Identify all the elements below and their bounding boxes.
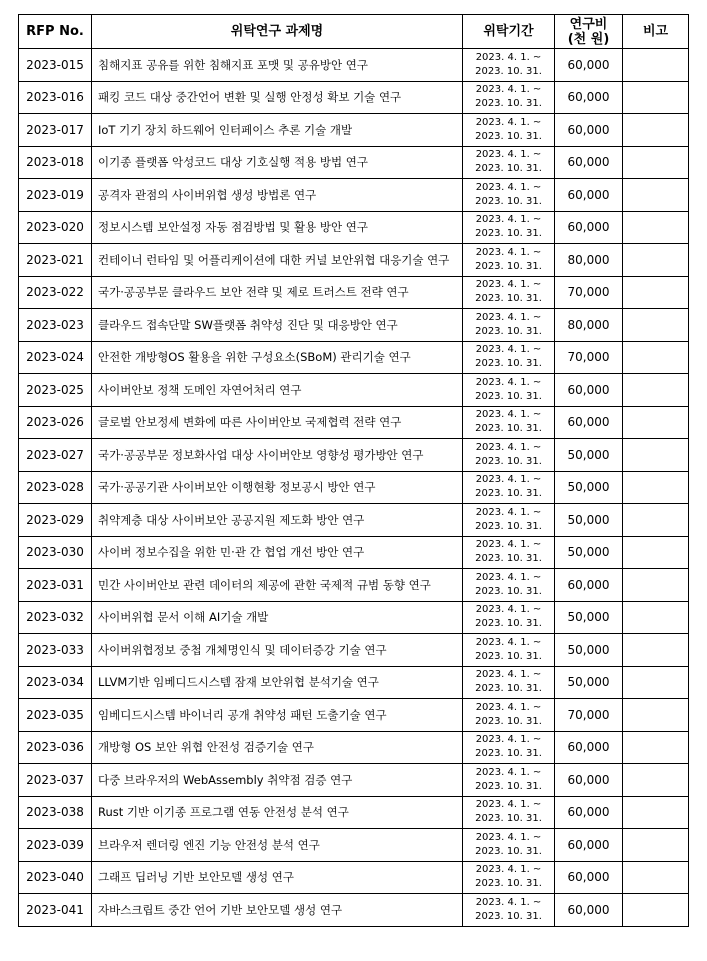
period-cell bbox=[463, 829, 555, 862]
note-cell bbox=[623, 49, 689, 82]
period-end: 2023. 10. 31. bbox=[475, 358, 542, 370]
table-row bbox=[19, 374, 689, 407]
table-row bbox=[19, 179, 689, 212]
budget-cell: 60,000 bbox=[555, 374, 623, 407]
note-cell bbox=[623, 276, 689, 309]
period-start: 2023. 4. 1. ~ bbox=[475, 149, 542, 161]
table-row bbox=[19, 861, 689, 894]
table-row bbox=[19, 569, 689, 602]
rfp-number-cell: 2023-020 bbox=[19, 211, 92, 244]
project-title-cell: 자바스크립트 중간 언어 기반 보안모델 생성 연구 bbox=[92, 894, 463, 927]
table-row bbox=[19, 536, 689, 569]
budget-cell: 60,000 bbox=[555, 894, 623, 927]
period-start: 2023. 4. 1. ~ bbox=[475, 84, 542, 96]
budget-cell: 60,000 bbox=[555, 211, 623, 244]
period-start: 2023. 4. 1. ~ bbox=[475, 766, 542, 778]
table-row bbox=[19, 731, 689, 764]
table-row bbox=[19, 406, 689, 439]
project-title-cell: 취약계층 대상 사이버보안 공공지원 제도화 방안 연구 bbox=[92, 504, 463, 537]
table-row bbox=[19, 666, 689, 699]
project-title-cell: Rust 기반 이기종 프로그램 연동 안전성 분석 연구 bbox=[92, 796, 463, 829]
period-cell bbox=[463, 666, 555, 699]
period-start: 2023. 4. 1. ~ bbox=[475, 799, 542, 811]
note-cell bbox=[623, 536, 689, 569]
budget-cell: 60,000 bbox=[555, 796, 623, 829]
project-title-cell: 패킹 코드 대상 중간언어 변환 및 실행 안정성 확보 기술 연구 bbox=[92, 81, 463, 114]
period-start: 2023. 4. 1. ~ bbox=[475, 311, 542, 323]
table-row bbox=[19, 699, 689, 732]
period-cell bbox=[463, 114, 555, 147]
period-start: 2023. 4. 1. ~ bbox=[475, 636, 542, 648]
rfp-number-cell: 2023-022 bbox=[19, 276, 92, 309]
project-title-cell: 사이버안보 정책 도메인 자연어처리 연구 bbox=[92, 374, 463, 407]
note-cell bbox=[623, 634, 689, 667]
period-start: 2023. 4. 1. ~ bbox=[475, 571, 542, 583]
budget-cell: 50,000 bbox=[555, 666, 623, 699]
project-title-cell: 브라우저 렌더링 엔진 기능 안전성 분석 연구 bbox=[92, 829, 463, 862]
period-start: 2023. 4. 1. ~ bbox=[475, 344, 542, 356]
budget-cell: 50,000 bbox=[555, 601, 623, 634]
note-cell bbox=[623, 666, 689, 699]
period-cell bbox=[463, 49, 555, 82]
period-cell bbox=[463, 569, 555, 602]
note-cell bbox=[623, 471, 689, 504]
table-row bbox=[19, 471, 689, 504]
note-cell bbox=[623, 341, 689, 374]
period-start: 2023. 4. 1. ~ bbox=[475, 864, 542, 876]
table-row bbox=[19, 276, 689, 309]
period-end: 2023. 10. 31. bbox=[475, 98, 542, 110]
budget-cell: 50,000 bbox=[555, 439, 623, 472]
table-row bbox=[19, 894, 689, 927]
table-row bbox=[19, 146, 689, 179]
table-row bbox=[19, 634, 689, 667]
period-cell bbox=[463, 244, 555, 277]
period-end: 2023. 10. 31. bbox=[475, 65, 542, 77]
rfp-number-cell: 2023-016 bbox=[19, 81, 92, 114]
period-end: 2023. 10. 31. bbox=[475, 553, 542, 565]
period-end: 2023. 10. 31. bbox=[475, 618, 542, 630]
table-row bbox=[19, 211, 689, 244]
budget-cell: 50,000 bbox=[555, 504, 623, 537]
rfp-number-cell: 2023-034 bbox=[19, 666, 92, 699]
period-end: 2023. 10. 31. bbox=[475, 390, 542, 402]
budget-cell: 60,000 bbox=[555, 861, 623, 894]
header-budget bbox=[555, 15, 623, 49]
period-start: 2023. 4. 1. ~ bbox=[475, 701, 542, 713]
project-title-cell: 그래프 딥러닝 기반 보안모델 생성 연구 bbox=[92, 861, 463, 894]
period-end: 2023. 10. 31. bbox=[475, 455, 542, 467]
period-start: 2023. 4. 1. ~ bbox=[475, 51, 542, 63]
period-cell bbox=[463, 764, 555, 797]
budget-cell: 60,000 bbox=[555, 146, 623, 179]
period-cell bbox=[463, 894, 555, 927]
period-cell bbox=[463, 861, 555, 894]
budget-cell: 60,000 bbox=[555, 114, 623, 147]
period-cell bbox=[463, 731, 555, 764]
period-cell bbox=[463, 536, 555, 569]
period-cell bbox=[463, 439, 555, 472]
period-start: 2023. 4. 1. ~ bbox=[475, 246, 542, 258]
rfp-number-cell: 2023-030 bbox=[19, 536, 92, 569]
period-end: 2023. 10. 31. bbox=[475, 748, 542, 760]
rfp-number-cell: 2023-021 bbox=[19, 244, 92, 277]
rfp-number-cell: 2023-027 bbox=[19, 439, 92, 472]
rfp-number-cell: 2023-019 bbox=[19, 179, 92, 212]
period-start: 2023. 4. 1. ~ bbox=[475, 279, 542, 291]
note-cell bbox=[623, 146, 689, 179]
period-cell bbox=[463, 504, 555, 537]
rfp-number-cell: 2023-031 bbox=[19, 569, 92, 602]
note-cell bbox=[623, 81, 689, 114]
header-title: 위탁연구 과제명 bbox=[92, 15, 463, 49]
table-row bbox=[19, 309, 689, 342]
period-cell bbox=[463, 699, 555, 732]
period-end: 2023. 10. 31. bbox=[475, 325, 542, 337]
rfp-number-cell: 2023-038 bbox=[19, 796, 92, 829]
period-cell bbox=[463, 81, 555, 114]
project-title-cell: 개방형 OS 보안 위협 안전성 검증기술 연구 bbox=[92, 731, 463, 764]
project-title-cell: 국가·공공부문 클라우드 보안 전략 및 제로 트러스트 전략 연구 bbox=[92, 276, 463, 309]
period-cell bbox=[463, 276, 555, 309]
period-cell bbox=[463, 601, 555, 634]
header-rfp: RFP No. bbox=[19, 15, 92, 49]
period-end: 2023. 10. 31. bbox=[475, 780, 542, 792]
table-row bbox=[19, 81, 689, 114]
table-row bbox=[19, 341, 689, 374]
period-end: 2023. 10. 31. bbox=[475, 293, 542, 305]
project-title-cell: 이기종 플랫폼 악성코드 대상 기호실행 적용 방법 연구 bbox=[92, 146, 463, 179]
header-note: 비고 bbox=[623, 15, 689, 49]
note-cell bbox=[623, 179, 689, 212]
period-start: 2023. 4. 1. ~ bbox=[475, 604, 542, 616]
note-cell bbox=[623, 764, 689, 797]
period-end: 2023. 10. 31. bbox=[475, 878, 542, 890]
table-row bbox=[19, 439, 689, 472]
budget-cell: 60,000 bbox=[555, 829, 623, 862]
project-title-cell: 클라우드 접속단말 SW플랫폼 취약성 진단 및 대응방안 연구 bbox=[92, 309, 463, 342]
note-cell bbox=[623, 894, 689, 927]
period-start: 2023. 4. 1. ~ bbox=[475, 474, 542, 486]
project-title-cell: 공격자 관점의 사이버위협 생성 방법론 연구 bbox=[92, 179, 463, 212]
period-end: 2023. 10. 31. bbox=[475, 163, 542, 175]
note-cell bbox=[623, 244, 689, 277]
period-cell bbox=[463, 374, 555, 407]
note-cell bbox=[623, 504, 689, 537]
period-start: 2023. 4. 1. ~ bbox=[475, 896, 542, 908]
note-cell bbox=[623, 406, 689, 439]
budget-cell: 60,000 bbox=[555, 764, 623, 797]
period-cell bbox=[463, 471, 555, 504]
project-title-cell: 사이버위협정보 중첩 개체명인식 및 데이터증강 기술 연구 bbox=[92, 634, 463, 667]
rfp-number-cell: 2023-017 bbox=[19, 114, 92, 147]
period-end: 2023. 10. 31. bbox=[475, 520, 542, 532]
table-row bbox=[19, 601, 689, 634]
table-row bbox=[19, 504, 689, 537]
rfp-number-cell: 2023-029 bbox=[19, 504, 92, 537]
project-title-cell: 침해지표 공유를 위한 침해지표 포맷 및 공유방안 연구 bbox=[92, 49, 463, 82]
table-row bbox=[19, 49, 689, 82]
period-start: 2023. 4. 1. ~ bbox=[475, 409, 542, 421]
table-row bbox=[19, 796, 689, 829]
period-end: 2023. 10. 31. bbox=[475, 650, 542, 662]
rfp-number-cell: 2023-026 bbox=[19, 406, 92, 439]
project-title-cell: 컨테이너 런타임 및 어플리케이션에 대한 커널 보안위협 대응기술 연구 bbox=[92, 244, 463, 277]
period-start: 2023. 4. 1. ~ bbox=[475, 831, 542, 843]
rfp-number-cell: 2023-024 bbox=[19, 341, 92, 374]
period-cell bbox=[463, 179, 555, 212]
rfp-number-cell: 2023-039 bbox=[19, 829, 92, 862]
period-start: 2023. 4. 1. ~ bbox=[475, 539, 542, 551]
rfp-number-cell: 2023-036 bbox=[19, 731, 92, 764]
rfp-number-cell: 2023-018 bbox=[19, 146, 92, 179]
rfp-number-cell: 2023-025 bbox=[19, 374, 92, 407]
period-start: 2023. 4. 1. ~ bbox=[475, 734, 542, 746]
project-title-cell: 글로벌 안보정세 변화에 따른 사이버안보 국제협력 전략 연구 bbox=[92, 406, 463, 439]
rfp-number-cell: 2023-041 bbox=[19, 894, 92, 927]
period-cell bbox=[463, 796, 555, 829]
period-start: 2023. 4. 1. ~ bbox=[475, 214, 542, 226]
period-start: 2023. 4. 1. ~ bbox=[475, 441, 542, 453]
budget-cell: 60,000 bbox=[555, 179, 623, 212]
period-cell bbox=[463, 341, 555, 374]
note-cell bbox=[623, 569, 689, 602]
budget-cell: 60,000 bbox=[555, 406, 623, 439]
period-start: 2023. 4. 1. ~ bbox=[475, 669, 542, 681]
table-row bbox=[19, 829, 689, 862]
project-title-cell: 사이버위협 문서 이해 AI기술 개발 bbox=[92, 601, 463, 634]
budget-cell: 60,000 bbox=[555, 81, 623, 114]
period-cell bbox=[463, 211, 555, 244]
project-title-cell: 국가·공공부문 정보화사업 대상 사이버안보 영향성 평가방안 연구 bbox=[92, 439, 463, 472]
project-title-cell: 국가·공공기관 사이버보안 이행현황 정보공시 방안 연구 bbox=[92, 471, 463, 504]
period-cell bbox=[463, 634, 555, 667]
rfp-number-cell: 2023-015 bbox=[19, 49, 92, 82]
budget-cell: 50,000 bbox=[555, 634, 623, 667]
rfp-table bbox=[18, 14, 689, 927]
period-end: 2023. 10. 31. bbox=[475, 813, 542, 825]
budget-cell: 80,000 bbox=[555, 244, 623, 277]
note-cell bbox=[623, 114, 689, 147]
period-end: 2023. 10. 31. bbox=[475, 910, 542, 922]
project-title-cell: LLVM기반 임베디드시스템 잠재 보안위협 분석기술 연구 bbox=[92, 666, 463, 699]
period-cell bbox=[463, 406, 555, 439]
rfp-number-cell: 2023-037 bbox=[19, 764, 92, 797]
budget-cell: 70,000 bbox=[555, 699, 623, 732]
note-cell bbox=[623, 439, 689, 472]
rfp-number-cell: 2023-035 bbox=[19, 699, 92, 732]
table-row bbox=[19, 114, 689, 147]
project-title-cell: 민간 사이버안보 관련 데이터의 제공에 관한 국제적 규범 동향 연구 bbox=[92, 569, 463, 602]
period-end: 2023. 10. 31. bbox=[475, 488, 542, 500]
project-title-cell: 임베디드시스템 바이너리 공개 취약성 패턴 도출기술 연구 bbox=[92, 699, 463, 732]
budget-cell: 80,000 bbox=[555, 309, 623, 342]
period-cell bbox=[463, 309, 555, 342]
budget-cell: 60,000 bbox=[555, 731, 623, 764]
note-cell bbox=[623, 731, 689, 764]
period-start: 2023. 4. 1. ~ bbox=[475, 116, 542, 128]
header-budget-line1: 연구비 bbox=[569, 16, 608, 32]
header-budget-line2: (천 원) bbox=[567, 31, 610, 47]
table-row bbox=[19, 244, 689, 277]
budget-cell: 50,000 bbox=[555, 471, 623, 504]
rfp-number-cell: 2023-032 bbox=[19, 601, 92, 634]
table-row bbox=[19, 764, 689, 797]
period-start: 2023. 4. 1. ~ bbox=[475, 376, 542, 388]
project-title-cell: 다중 브라우저의 WebAssembly 취약점 검증 연구 bbox=[92, 764, 463, 797]
period-cell bbox=[463, 146, 555, 179]
period-start: 2023. 4. 1. ~ bbox=[475, 181, 542, 193]
period-end: 2023. 10. 31. bbox=[475, 130, 542, 142]
rfp-number-cell: 2023-033 bbox=[19, 634, 92, 667]
rfp-number-cell: 2023-023 bbox=[19, 309, 92, 342]
project-title-cell: 사이버 정보수집을 위한 민·관 간 협업 개선 방안 연구 bbox=[92, 536, 463, 569]
rfp-number-cell: 2023-028 bbox=[19, 471, 92, 504]
period-end: 2023. 10. 31. bbox=[475, 260, 542, 272]
period-end: 2023. 10. 31. bbox=[475, 683, 542, 695]
project-title-cell: IoT 기기 장치 하드웨어 인터페이스 추론 기술 개발 bbox=[92, 114, 463, 147]
note-cell bbox=[623, 861, 689, 894]
budget-cell: 60,000 bbox=[555, 49, 623, 82]
rfp-number-cell: 2023-040 bbox=[19, 861, 92, 894]
period-start: 2023. 4. 1. ~ bbox=[475, 506, 542, 518]
note-cell bbox=[623, 601, 689, 634]
note-cell bbox=[623, 829, 689, 862]
period-end: 2023. 10. 31. bbox=[475, 228, 542, 240]
period-end: 2023. 10. 31. bbox=[475, 585, 542, 597]
period-end: 2023. 10. 31. bbox=[475, 715, 542, 727]
budget-cell: 70,000 bbox=[555, 276, 623, 309]
note-cell bbox=[623, 699, 689, 732]
note-cell bbox=[623, 374, 689, 407]
period-end: 2023. 10. 31. bbox=[475, 423, 542, 435]
budget-cell: 50,000 bbox=[555, 536, 623, 569]
note-cell bbox=[623, 796, 689, 829]
note-cell bbox=[623, 309, 689, 342]
note-cell bbox=[623, 211, 689, 244]
budget-cell: 60,000 bbox=[555, 569, 623, 602]
project-title-cell: 안전한 개방형OS 활용을 위한 구성요소(SBoM) 관리기술 연구 bbox=[92, 341, 463, 374]
period-end: 2023. 10. 31. bbox=[475, 195, 542, 207]
header-row bbox=[19, 15, 689, 49]
period-end: 2023. 10. 31. bbox=[475, 845, 542, 857]
project-title-cell: 정보시스템 보안설정 자동 점검방법 및 활용 방안 연구 bbox=[92, 211, 463, 244]
header-period: 위탁기간 bbox=[463, 15, 555, 49]
budget-cell: 70,000 bbox=[555, 341, 623, 374]
